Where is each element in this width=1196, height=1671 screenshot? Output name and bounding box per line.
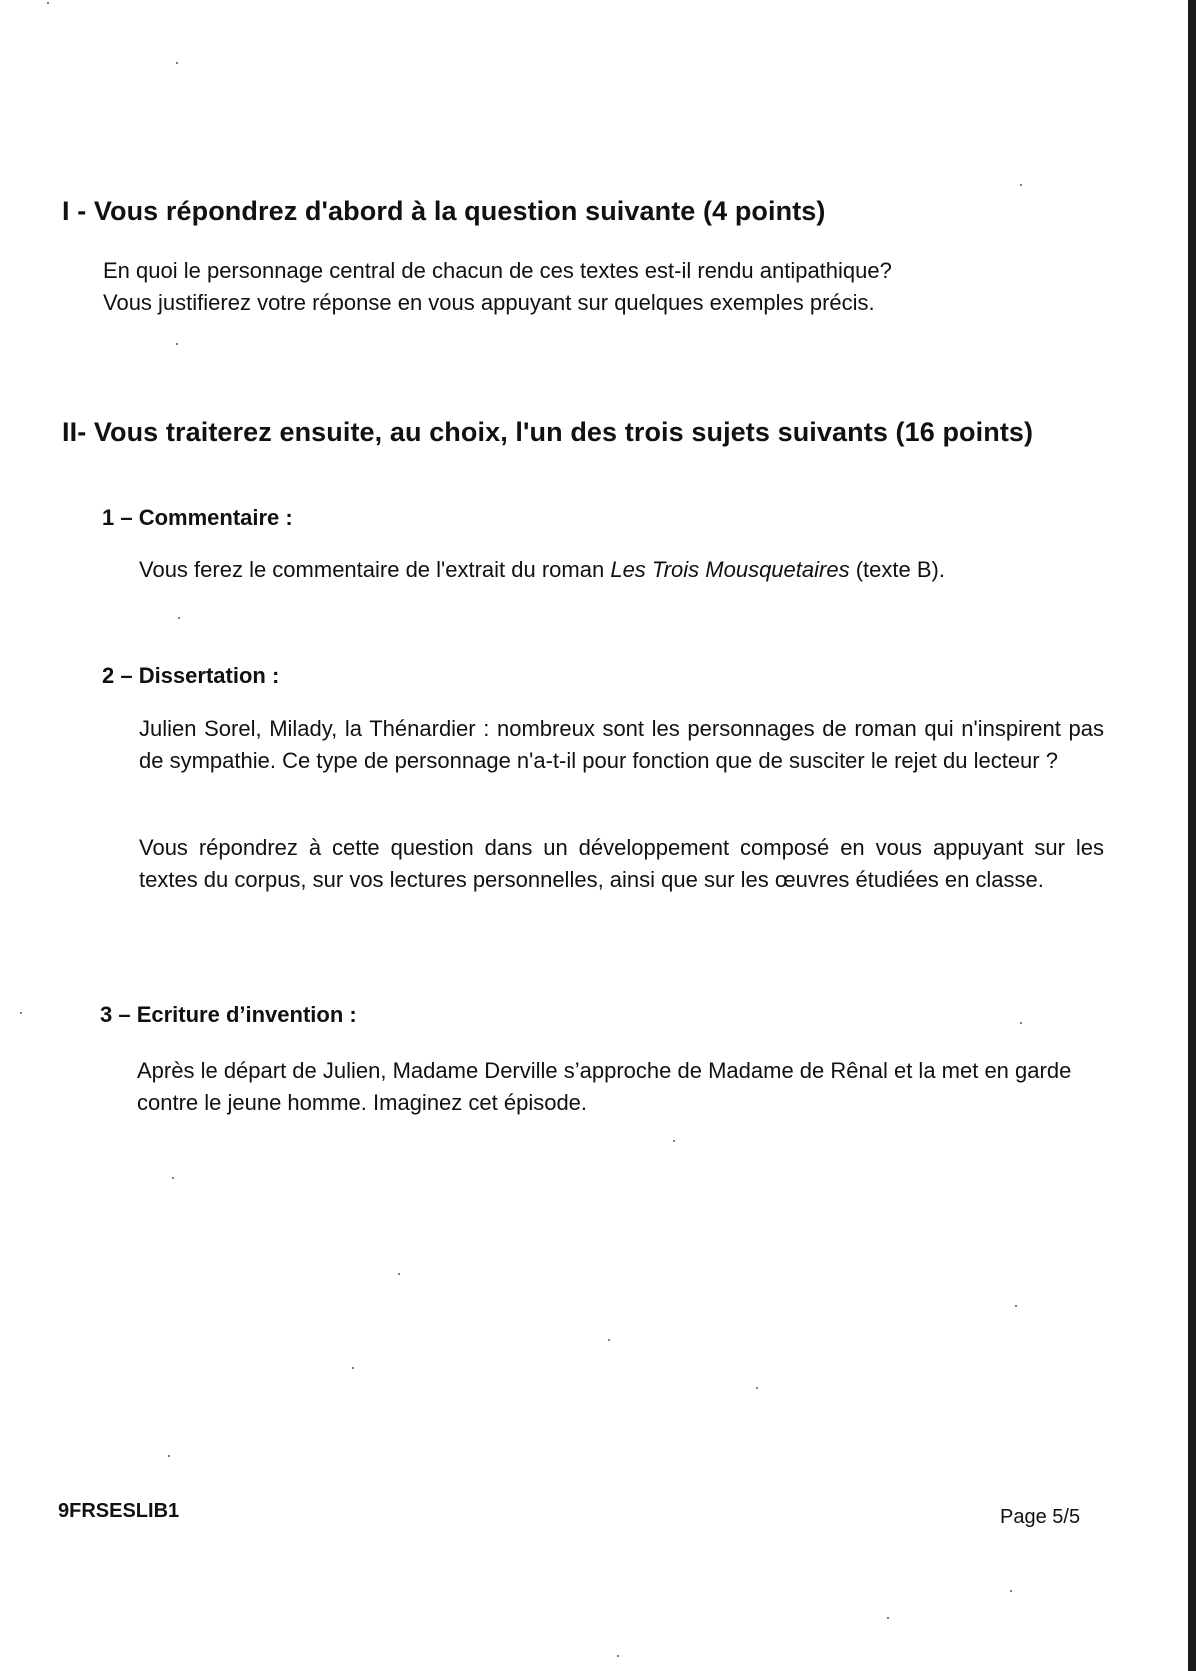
scan-speck — [172, 1177, 174, 1179]
subject-1-text-after: (texte B). — [849, 557, 945, 582]
scan-speck — [1020, 1022, 1022, 1024]
scan-speck — [1015, 1305, 1017, 1307]
question-line-1: En quoi le personnage central de chacun de ces textes est-il rendu antipathique? — [103, 258, 892, 283]
scan-speck — [608, 1339, 610, 1341]
scan-speck — [756, 1387, 758, 1389]
subject-1-text-before: Vous ferez le commentaire de l'extrait du roman — [139, 557, 611, 582]
section-2-heading: II- Vous traiterez ensuite, au choix, l'un des trois sujets suivants (16 points) — [62, 417, 1034, 447]
scan-speck — [168, 1455, 170, 1457]
scan-speck — [20, 1012, 22, 1014]
scan-speck — [617, 1655, 619, 1657]
page-number: Page 5/5 — [1000, 1506, 1081, 1528]
section-1-heading: I - Vous répondrez d'abord à la question suivante (4 points) — [62, 196, 826, 226]
subject-2-title: 2 – Dissertation : — [102, 663, 280, 688]
scan-speck — [176, 62, 178, 64]
scan-speck — [352, 1367, 354, 1369]
scan-speck — [1010, 1590, 1012, 1592]
scan-speck — [1020, 184, 1022, 186]
section-1-question — [103, 255, 1103, 319]
subject-2-para-2: Vous répondrez à cette question dans un développement composé en vous appuyant sur les textes du corpus, sur vos lectures personnelles, ainsi que sur les œuvres étudiées en classe. — [139, 835, 1104, 892]
question-line-2: Vous justifierez votre réponse en vous appuyant sur quelques exemples précis. — [103, 290, 875, 315]
scan-speck — [47, 2, 49, 4]
subject-1-title: 1 – Commentaire : — [102, 505, 293, 530]
scan-speck — [398, 1273, 400, 1275]
scan-border — [1188, 0, 1196, 1671]
scan-speck — [176, 343, 178, 345]
scan-speck — [673, 1140, 675, 1142]
subject-2-para-1: Julien Sorel, Milady, la Thénardier : nombreux sont les personnages de roman qui n'inspirent pas de sympathie. Ce type de personnage n'a-t-il pour fonction que de susciter le rejet du lecteur ? — [139, 716, 1104, 773]
scan-speck — [178, 617, 180, 619]
subject-1-text — [139, 554, 1099, 586]
document-code: 9FRSESLIB1 — [58, 1500, 180, 1522]
subject-3-title: 3 – Ecriture d’invention : — [100, 1002, 357, 1027]
scan-speck — [887, 1617, 889, 1619]
work-title: Les Trois Mousquetaires — [610, 557, 850, 582]
subject-3-para: Après le départ de Julien, Madame Derville s’approche de Madame de Rênal et la met en garde contre le jeune homme. Imaginez cet épisode. — [137, 1058, 1072, 1115]
